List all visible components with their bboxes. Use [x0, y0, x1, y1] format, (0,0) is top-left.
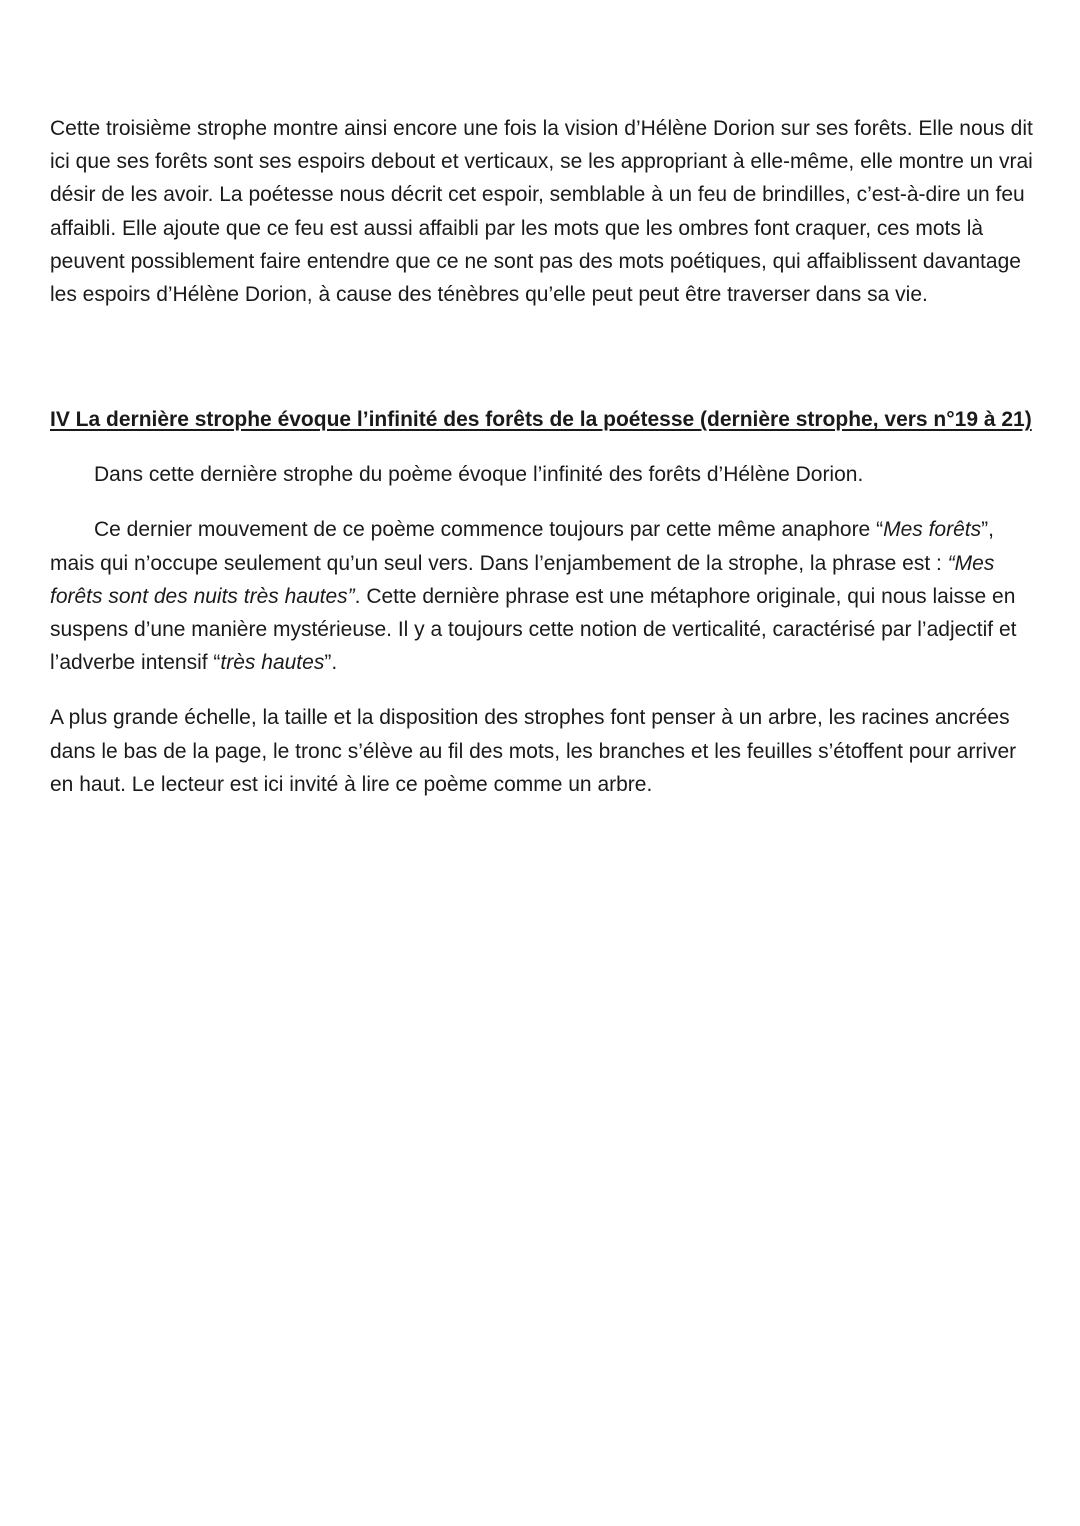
- paragraph-conclusion-tree: A plus grande échelle, la taille et la disposition des strophes font penser à un arbre, les racines ancrées dans le bas de la page, le tronc s’élève au fil des mots, les branches et les feuilles s’étoffent pour arriver en haut. Le lecteur est ici invité à lire ce poème comme un arbre.: [50, 706, 1017, 796]
- paragraph-text-segment: Ce dernier mouvement de ce poème commence toujours par cette même anaphore “: [94, 518, 884, 542]
- paragraph-text-segment: ”.: [324, 651, 338, 675]
- paragraph-last-movement: [50, 513, 1035, 679]
- paragraph-text-segment: ”, mais qui n’occupe seulement qu’un seul vers. Dans l’enjambement de la strophe, la phrase est :: [50, 518, 994, 575]
- document-page: [50, 112, 1035, 801]
- paragraph-text-segment: . Cette dernière phrase est une métaphore originale, qui nous laisse en suspens d’une manière mystérieuse. Il y a toujours cette notion de verticalité, caractérisé par l’adjectif et l’adverbe intensif “: [50, 584, 1017, 675]
- italic-quote: “Mes forêts sont des nuits très hautes”: [50, 551, 995, 608]
- italic-quote: très hautes: [220, 651, 325, 675]
- italic-quote: Mes forêts: [883, 518, 982, 542]
- section-heading: IV La dernière strophe évoque l’infinité des forêts de la poétesse (dernière strophe, vers n°19 à 21): [50, 408, 1032, 432]
- paragraph-intro-last-stanza: Dans cette dernière strophe du poème évoque l’infinité des forêts d’Hélène Dorion.: [94, 463, 864, 487]
- paragraph-third-stanza: Cette troisième strophe montre ainsi encore une fois la vision d’Hélène Dorion sur ses forêts. Elle nous dit ici que ses forêts sont ses espoirs debout et verticaux, se les appropriant à elle-même, elle montre un vrai désir de les avoir. La poétesse nous décrit cet espoir, semblable à un feu de brindilles, c’est-à-dire un feu affaibli. Elle ajoute que ce feu est aussi affaibli par les mots que les ombres font craquer, ces mots là peuvent possiblement faire entendre que ce ne sont pas des mots poétiques, qui affaiblissent davantage les espoirs d’Hélène Dorion, à cause des ténèbres qu’elle peut peut être traverser dans sa vie.: [50, 117, 1033, 307]
